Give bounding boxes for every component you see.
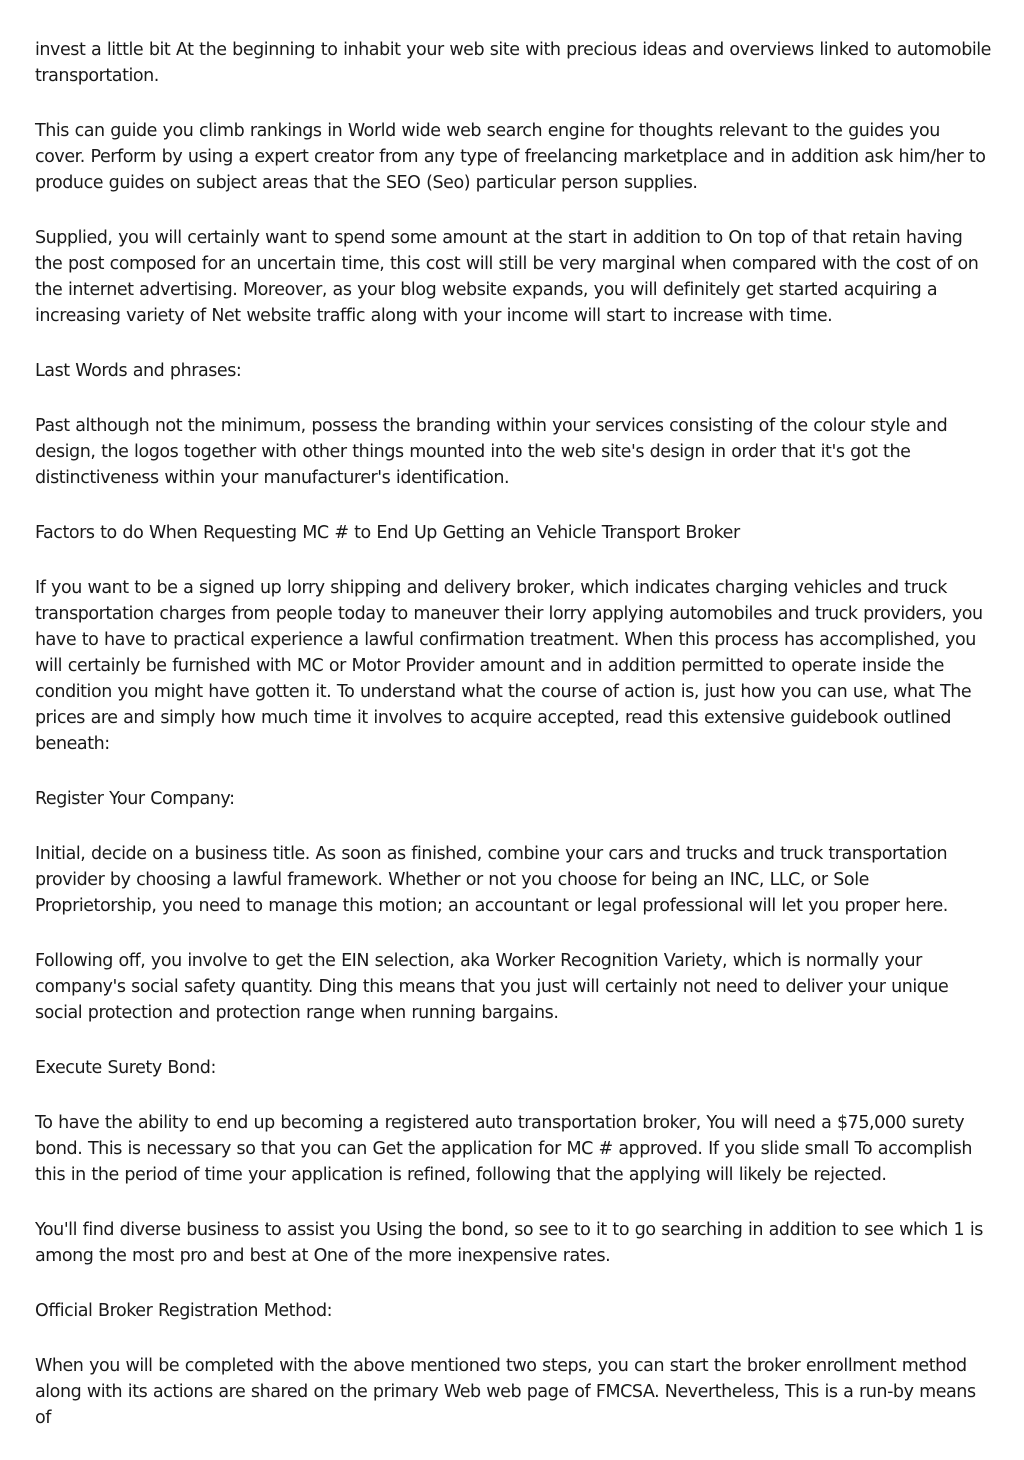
paragraph-surety-bond: To have the ability to end up becoming a registered auto transportation broker, You will need a $75,000 surety bond. This is necessary so that you can Get the application for MC # approved. If you slide small To accomplish this in the period of time your application is refined, following that the applying will likely be rejected.: [35, 1113, 973, 1185]
heading-last-words: Last Words and phrases:: [35, 361, 242, 381]
paragraph-broker-enrollment: When you will be completed with the above mentioned two steps, you can start the broker enrollment method along with its actions are shared on the primary Web web page of FMCSA. Nevertheless, This is a run-by means of: [35, 1356, 976, 1428]
heading-surety-bond: Execute Surety Bond:: [35, 1058, 216, 1078]
paragraph-business-title: Initial, decide on a business title. As soon as finished, combine your cars and trucks and truck transportation provider by choosing a lawful framework. Whether or not you choose for being an INC, LLC, or Sole Proprietorship, you need to manage this motion; an accountant or legal professional will let you proper here.: [35, 844, 948, 916]
paragraph-spending: Supplied, you will certainly want to spend some amount at the start in addition to On top of that retain having the post composed for an uncertain time, this cost will still be very marginal when compared with the cost of on the internet advertising. Moreover, as your blog website expands, you will definitely get started acquiring a increasing variety of Net website traffic along with your income will start to increase with time.: [35, 228, 979, 326]
heading-register-company: Register Your Company:: [35, 789, 235, 809]
heading-broker-registration: Official Broker Registration Method:: [35, 1301, 333, 1321]
paragraph-intro-continuation: invest a little bit At the beginning to inhabit your web site with precious ideas and overviews linked to automobile transportation.: [35, 40, 991, 86]
paragraph-search-rankings: This can guide you climb rankings in World wide web search engine for thoughts relevant to the guides you cover. Perform by using a expert creator from any type of freelancing marketplace and in addition ask him/her to produce guides on subject areas that the SEO (Seo) particular person supplies.: [35, 121, 986, 193]
document-body: [35, 37, 995, 1460]
paragraph-branding: Past although not the minimum, possess the branding within your services consisting of the colour style and design, the logos together with other things mounted into the web site's design in order that it's got the distinctiveness within your manufacturer's identification.: [35, 416, 948, 488]
paragraph-ein: Following off, you involve to get the EIN selection, aka Worker Recognition Variety, which is normally your company's social safety quantity. Ding this means that you just will certainly not need to deliver your unique social protection and protection range when running bargains.: [35, 951, 949, 1023]
paragraph-broker-intro: If you want to be a signed up lorry shipping and delivery broker, which indicates charging vehicles and truck transportation charges from people today to maneuver their lorry applying automobiles and truck providers, you have to have to practical experience a lawful confirmation treatment. When this process has accomplished, you will certainly be furnished with MC or Motor Provider amount and in addition permitted to operate inside the condition you might have gotten it. To understand what the course of action is, just how you can use, what The prices are and simply how much time it involves to acquire accepted, read this extensive guidebook outlined beneath:: [35, 578, 983, 754]
heading-factors-mc: Factors to do When Requesting MC # to End Up Getting an Vehicle Transport Broker: [35, 523, 740, 543]
paragraph-bond-providers: You'll find diverse business to assist you Using the bond, so see to it to go searching in addition to see which 1 is among the most pro and best at One of the more inexpensive rates.: [35, 1220, 983, 1266]
